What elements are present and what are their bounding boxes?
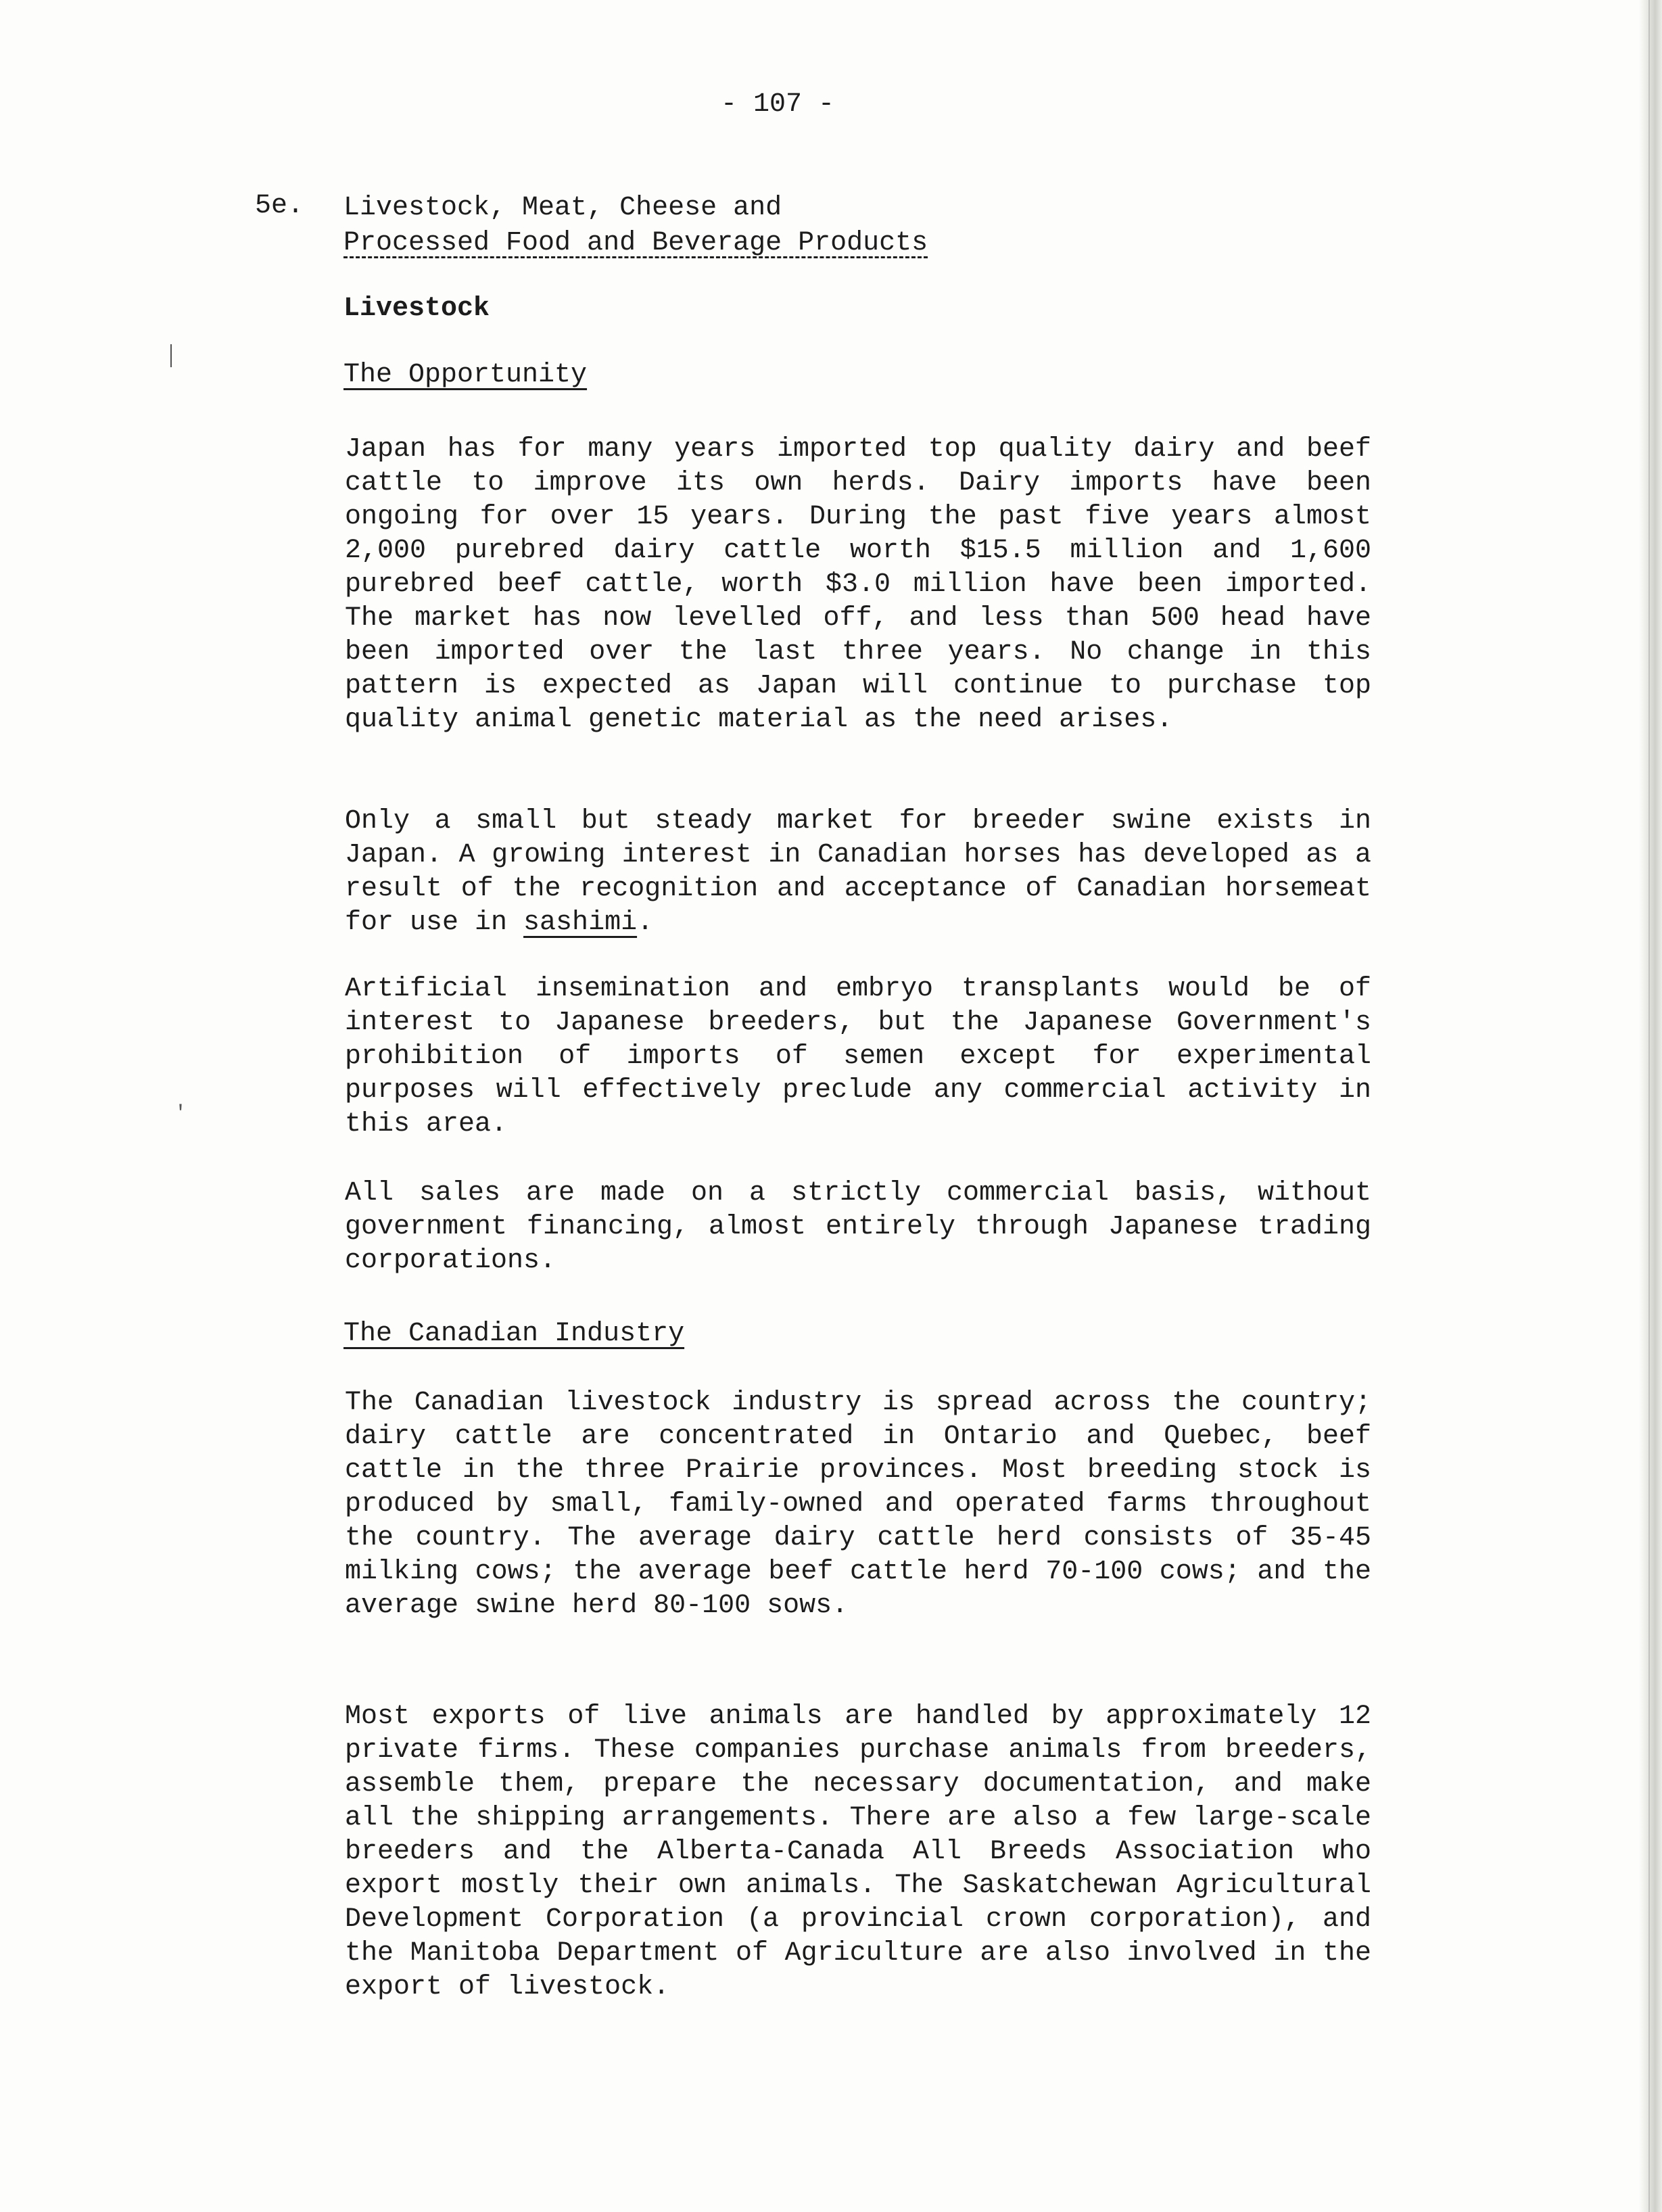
opportunity-paragraph-2 bbox=[345, 805, 1371, 940]
section-number: 5e. bbox=[255, 191, 304, 221]
section-title-line2: Processed Food and Beverage Products bbox=[343, 228, 928, 258]
section-title-line1: Livestock, Meat, Cheese and bbox=[343, 193, 782, 223]
opportunity-paragraph-4: All sales are made on a strictly commercial basis, without government financing, almost entirely through Japanese trading corporations. bbox=[345, 1178, 1371, 1276]
section-title bbox=[343, 191, 928, 261]
page-edge-line bbox=[1648, 0, 1650, 2212]
page-number: - 107 - bbox=[720, 89, 835, 120]
para2-end: . bbox=[637, 908, 654, 938]
para2-text: Only a small but steady market for breeder swine exists in Japan. A growing interest in Canadian horses has developed as a result of the recognition and acceptance of Canadian horsemeat for use in bbox=[345, 806, 1371, 938]
heading-opportunity: The Opportunity bbox=[343, 360, 588, 390]
heading-canadian-industry: The Canadian Industry bbox=[343, 1319, 685, 1349]
page-edge-shadow bbox=[1639, 0, 1662, 2212]
industry-paragraph-2: Most exports of live animals are handled by approximately 12 private firms. These companies purchase animals from breeders, assemble them, prepare the necessary documentation, and make all the shipping arrangements. There are also a few large-scale breeders and the Alberta-Canada All Breeds Association who export mostly their own animals. The Saskatchewan Agricultural Development Corporation (a provincial crown corporation), and the Manitoba Department of Agriculture are also involved in the export of livestock. bbox=[345, 1701, 1371, 2002]
opportunity-paragraph-1: Japan has for many years imported top quality dairy and beef cattle to improve its own herds. Dairy imports have been ongoing for over 15 years. During the past five years almost 2,000 purebred dairy cattle worth $15.5 million and 1,600 purebred beef cattle, worth $3.0 million have been imported. The market has now levelled off, and less than 500 head have been imported over the last three years. No change in this pattern is expected as Japan will continue to purchase top quality animal genetic material as the need arises. bbox=[345, 434, 1371, 735]
opportunity-paragraph-3: Artificial insemination and embryo transplants would be of interest to Japanese breeders, but the Japanese Government's prohibition of imports of semen except for experimental purposes will effectively preclude any commercial activity in this area. bbox=[345, 974, 1371, 1139]
stray-tick-mark: │ bbox=[165, 345, 178, 368]
subheading-livestock: Livestock bbox=[343, 293, 490, 324]
sashimi-term: sashimi bbox=[523, 908, 638, 938]
industry-paragraph-1: The Canadian livestock industry is spread across the country; dairy cattle are concentrated in Ontario and Quebec, beef cattle in the three Prairie provinces. Most breeding stock is produced by small, family-owned and operated farms throughout the country. The average dairy cattle herd consists of 35-45 milking cows; the average beef cattle herd 70-100 cows; and the average swine herd 80-100 sows. bbox=[345, 1388, 1371, 1621]
stray-pen-mark: ′ bbox=[174, 1102, 187, 1125]
